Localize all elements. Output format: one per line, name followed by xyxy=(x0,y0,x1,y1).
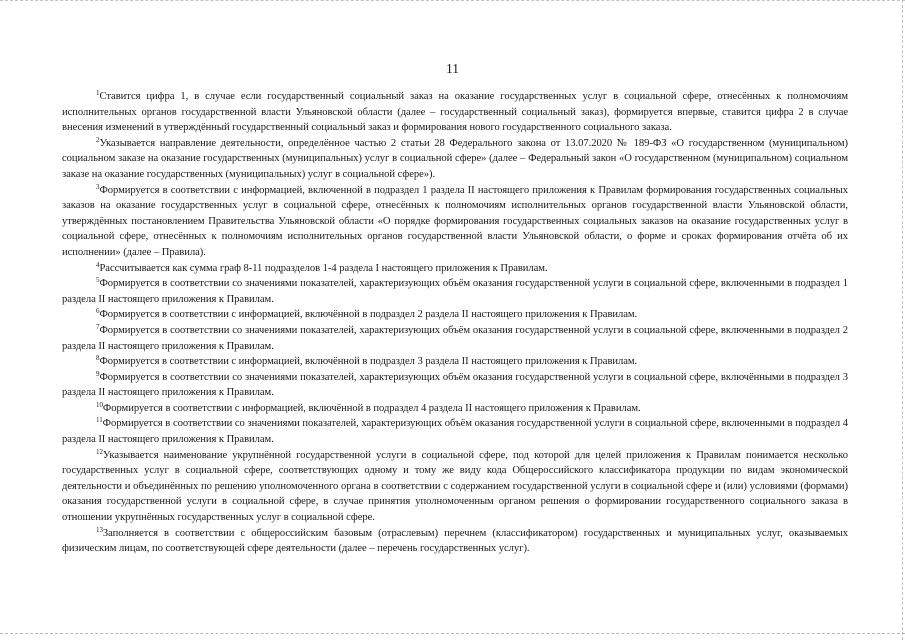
page-number: 11 xyxy=(446,61,459,76)
footnote-2 xyxy=(62,136,848,183)
footnote-3 xyxy=(62,183,848,261)
footnote-7 xyxy=(62,323,848,354)
footnote-13 xyxy=(62,526,848,557)
footnote-text: Указывается направление деятельности, определённое частью 2 статьи 28 Федерального закона от 13.07.2020 № 189-ФЗ «О государственном (муниципальном) социальном заказе на оказание государственных (муниципальных) услуг в социальной сфере» (далее – Федеральный закон «О государственном (муниципальном) социальном заказе на оказание государственных (муниципальных) услуг в социальной сфере»). xyxy=(62,137,848,180)
footnote-text: Формируется в соответствии с информацией, включенной в подраздел 1 раздела II настоящего приложения к Правилам формирования государственных социальных заказов на оказание государственных услуг в социальной сфере, отнесённых к полномочиям исполнительных органов государственной власти Ульяновской области, утверждённых постановлением Правительства Ульяновской области «О порядке формирования государственных социальных заказов на оказание государственных услуг в социальной сфере, отнесённых к полномочиям исполнительных органов государственной власти Ульяновской области, о форме и сроках формирования отчёта об их исполнении» (далее – Правила). xyxy=(62,184,848,258)
footnote-10 xyxy=(62,401,848,417)
footnote-text: Формируется в соответствии со значениями показателей, характеризующих объём оказания государственной услуги в социальной сфере, включенными в подраздел 2 раздела II настоящего приложения к Правилам. xyxy=(62,324,848,352)
scan-edge-bottom xyxy=(0,632,905,634)
footnote-9 xyxy=(62,370,848,401)
scan-edge-right xyxy=(901,0,903,640)
footnote-1 xyxy=(62,89,848,136)
footnote-marker: 8 xyxy=(96,354,100,363)
footnote-text: Рассчитывается как сумма граф 8-11 подразделов 1-4 раздела I настоящего приложения к Правилам. xyxy=(99,262,548,274)
footnote-text: Указывается наименование укрупнённой государственной услуги в социальной сфере, под которой для целей приложения к Правилам понимается несколько государственных услуг в социальной сфере, соответствующих одному и тому же виду кода Общероссийского классификатора продукции по видам экономической деятельности и объединённых по решению уполномоченного органа в соответствии с содержанием государственной услуги в социальной сфере и (или) условиями (формами) оказания государственной услуги в социальной сфере, в случае принятия уполномоченным органом решения о формировании государственного социального заказа в отношении укрупнённых государственных услуг в социальной сфере. xyxy=(62,449,848,524)
footnote-marker: 3 xyxy=(96,182,100,191)
footnote-marker: 7 xyxy=(96,322,100,331)
footnote-marker: 12 xyxy=(96,447,103,456)
footnote-marker: 4 xyxy=(96,260,100,269)
footnote-12 xyxy=(62,448,848,526)
footnote-text: Формируется в соответствии с информацией, включённой в подраздел 4 раздела II настоящего приложения к Правилам. xyxy=(102,402,641,414)
footnote-text: Формируется в соответствии со значениями показателей, характеризующих объём оказания государственной услуги в социальной сфере, включенными в подраздел 4 раздела II настоящего приложения к Правилам. xyxy=(62,418,848,446)
footnote-marker: 11 xyxy=(96,416,103,425)
footnote-4 xyxy=(62,261,848,277)
footnote-marker: 13 xyxy=(96,525,103,534)
footnote-marker: 2 xyxy=(96,135,100,144)
footnote-text: Заполняется в соответствии с общероссийским базовым (отраслевым) перечнем (классификатором) государственных и муниципальных услуг, оказываемых физическим лицам, по соответствующей сфере деятельности (далее – перечень государственных услуг). xyxy=(62,527,848,555)
footnote-text: Формируется в соответствии со значениями показателей, характеризующих объём оказания государственной услуги в социальной сфере, включёнными в подраздел 3 раздела II настоящего приложения к Правилам. xyxy=(62,371,848,399)
footnote-8 xyxy=(62,354,848,370)
footnote-marker: 5 xyxy=(96,276,100,285)
footnote-6 xyxy=(62,307,848,323)
footnote-text: Формируется в соответствии со значениями показателей, характеризующих объём оказания государственной услуги в социальной сфере, включенными в подраздел 1 раздела II настоящего приложения к Правилам. xyxy=(62,278,848,305)
footnote-marker: 6 xyxy=(96,307,100,316)
footnote-marker: 1 xyxy=(96,89,100,97)
footnote-text: Формируется в соответствии с информацией, включённой в подраздел 2 раздела II настоящего приложения к Правилам. xyxy=(99,309,638,321)
footnote-11 xyxy=(62,416,848,447)
footnote-text: Формируется в соответствии с информацией, включённой в подраздел 3 раздела II настоящего приложения к Правилам. xyxy=(99,356,638,368)
footnote-text: Ставится цифра 1, в случае если государственный социальный заказ на оказание государственных услуг в социальной сфере, отнесённых к полномочиям исполнительных органов государственной власти Ульяновской области (далее – государственный социальный заказ), формируется впервые, ставится цифра 2 в случае внесения изменений в утверждённый государственный социальный заказ и формирования нового государственного социального заказа. xyxy=(62,91,848,134)
footnote-marker: 10 xyxy=(96,400,103,409)
scan-edge-top xyxy=(0,0,905,8)
footnote-marker: 9 xyxy=(96,369,100,378)
footnotes-block xyxy=(62,89,848,557)
footnote-5 xyxy=(62,276,848,307)
